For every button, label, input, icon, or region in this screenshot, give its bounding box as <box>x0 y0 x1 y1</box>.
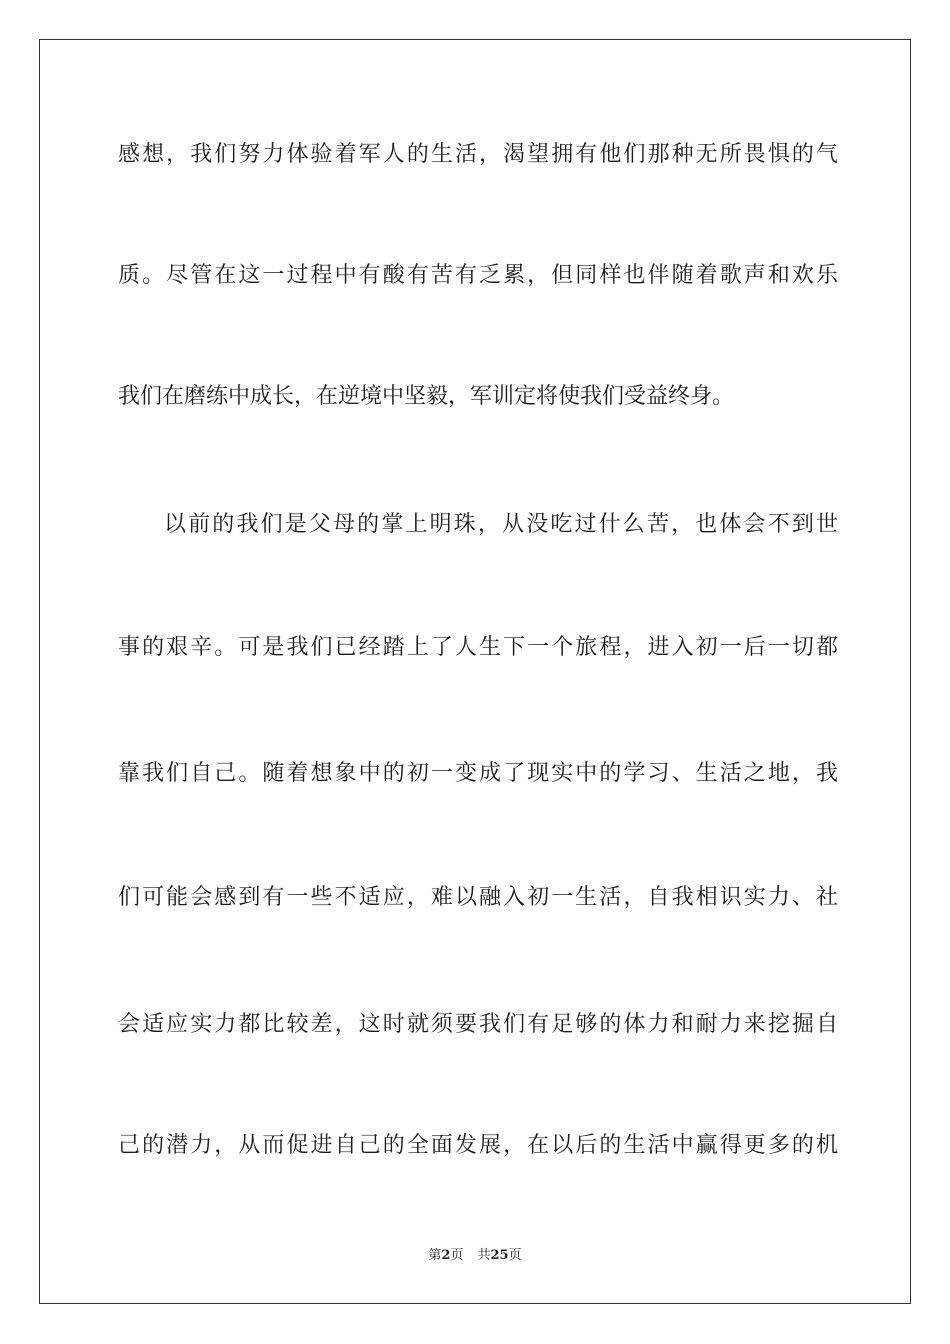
text-line: 会适应实力都比较差，这时就须要我们有足够的体力和耐力来挖掘自 <box>118 1012 838 1037</box>
page-footer <box>0 1247 950 1265</box>
page-suffix: 页 <box>450 1248 464 1263</box>
text-line: 靠我们自己。随着想象中的初一变成了现实中的学习、生活之地，我 <box>118 761 838 786</box>
page-prefix: 第 <box>428 1248 442 1263</box>
text-line: 事的艰辛。可是我们已经踏上了人生下一个旅程，进入初一后一切都 <box>118 635 838 660</box>
page-number: 2 <box>441 1248 451 1263</box>
text-line: 们可能会感到有一些不适应，难以融入初一生活，自我相识实力、社 <box>118 885 838 910</box>
text-line: 己的潜力，从而促进自己的全面发展，在以后的生活中赢得更多的机 <box>118 1133 838 1158</box>
text-line: 质。尽管在这一过程中有酸有苦有乏累，但同样也伴随着歌声和欢乐 <box>118 263 838 288</box>
paragraph-first-line: 以前的我们是父母的掌上明珠，从没吃过什么苦，也体会不到世 <box>164 512 838 537</box>
total-suffix: 页 <box>508 1248 522 1263</box>
page-border <box>39 39 911 1304</box>
text-line: 感想，我们努力体验着军人的生活，渴望拥有他们那种无所畏惧的气 <box>118 142 838 167</box>
total-pages: 25 <box>490 1248 509 1263</box>
text-line: 我们在磨练中成长，在逆境中坚毅，军训定将使我们受益终身。 <box>118 384 735 409</box>
total-prefix: 共 <box>477 1248 491 1263</box>
